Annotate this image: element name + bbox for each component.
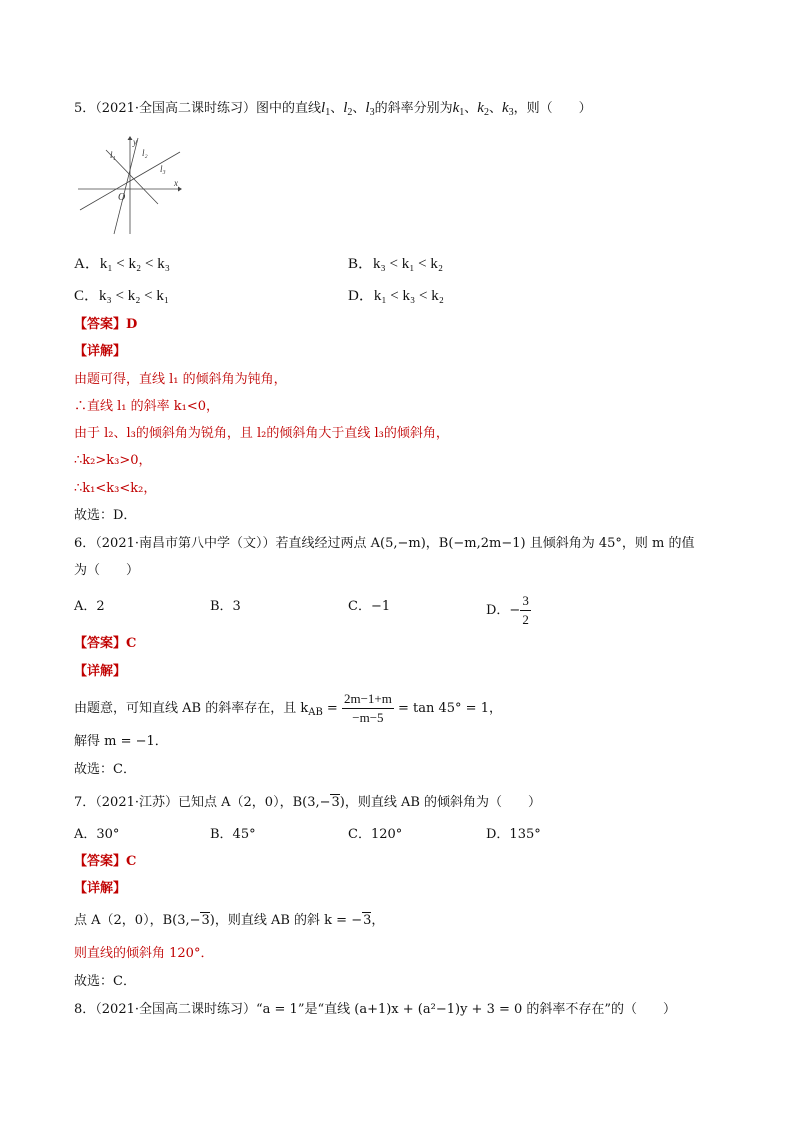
x-axis-arrow [178, 187, 182, 192]
q7-solution-2: 则直线的倾斜角 120°． [74, 946, 214, 961]
y-label: y [133, 137, 137, 147]
q7-solution-1: 点 A（2，0），B(3,−3)，则直线 AB 的斜 k = −3， [74, 913, 385, 928]
origin-label: O [118, 192, 126, 203]
q6-option-b[interactable]: B．3 [210, 599, 241, 614]
q5-option-b[interactable]: B．k₃ < k₁ < k₂ [348, 256, 444, 272]
q5-answer: 【答案】D [74, 317, 138, 332]
q6-option-c[interactable]: C．−1 [348, 599, 391, 614]
q7-detail-label: 【详解】 [74, 881, 127, 896]
q5-solution-2: ∴直线 l₁ 的斜率 k₁<0， [74, 399, 220, 414]
l2-symbol: $l_2$ [343, 100, 353, 118]
q6-option-d-fraction: $\frac{3}{2}$ [522, 593, 529, 627]
q6-option-a[interactable]: A．2 [74, 599, 105, 614]
q6-slope-fraction: $\frac{2m-1+m}{-m-5}$ [343, 691, 392, 725]
l3-label: l₃ [160, 164, 166, 174]
q5-figure [74, 130, 186, 238]
q5-detail-label: 【详解】 [74, 344, 127, 359]
l1-symbol: $l_1$ [321, 100, 331, 118]
x-label: x [174, 178, 178, 188]
q6-detail-label: 【详解】 [74, 664, 127, 679]
q7-stem: 7．（2021·江苏）已知点 A（2，0），B(3,−3)，则直线 AB 的倾斜角为（ ） [74, 795, 542, 810]
q5-solution-4: ∴k₂>k₃>0， [74, 453, 152, 468]
l1-label: l₁ [110, 150, 116, 160]
l2-label: l₂ [142, 148, 148, 158]
q6-stem: 6．（2021·南昌市第八中学（文））若直线经过两点 A(5,−m)，B(−m,2m−1) 且倾斜角为 45°，则 m 的值 [74, 536, 695, 551]
q7-conclusion: 故选：C． [74, 974, 136, 989]
line-l2 [114, 138, 138, 234]
q5-solution-5: ∴k₁<k₃<k₂， [74, 481, 157, 496]
q6-conclusion: 故选：C． [74, 762, 136, 777]
q7-option-d[interactable]: D．135° [486, 827, 541, 842]
q7-answer: 【答案】C [74, 854, 137, 869]
q5-option-a[interactable]: A．k₁ < k₂ < k₃ [74, 256, 170, 272]
q6-option-d[interactable]: D．− $\frac{3}{2}$ [486, 593, 529, 627]
q5-conclusion: 故选：D． [74, 508, 137, 523]
q6-solution-2: 解得 m = −1． [74, 734, 168, 749]
q5-stem: 5．（2021·全国高二课时练习）图中的直线$l_1$、$l_2$、$l_3$的斜率分别为$k_1$、$k_2$、$k_3$，则（ ） [74, 100, 592, 118]
q6-solution-1: 由题意，可知直线 AB 的斜率存在，且 $k_{AB}$ = $\frac{2m-1+m}{-m-5}$ = tan 45° = 1， [74, 691, 502, 725]
q7-option-c[interactable]: C．120° [348, 827, 403, 842]
q7-option-b[interactable]: B．45° [210, 827, 256, 842]
q7-option-a[interactable]: A．30° [74, 827, 120, 842]
q8-stem: 8．（2021·全国高二课时练习）“a = 1”是“直线 (a+1)x + (a²−1)y + 3 = 0 的斜率不存在”的（ ） [74, 1002, 677, 1017]
q5-solution-1: 由题可得，直线 l₁ 的倾斜角为钝角， [74, 372, 287, 387]
q6-stem-2: 为（ ） [74, 563, 140, 578]
q5-option-d[interactable]: D．k₁ < k₃ < k₂ [348, 288, 444, 304]
q5-option-c[interactable]: C．k₃ < k₂ < k₁ [74, 288, 170, 304]
y-axis-arrow [128, 136, 133, 140]
l3-symbol: $l_3$ [365, 100, 375, 118]
q6-answer: 【答案】C [74, 636, 137, 651]
q5-solution-3: 由于 l₂、l₃的倾斜角为锐角，且 l₂的倾斜角大于直线 l₃的倾斜角， [74, 426, 449, 441]
